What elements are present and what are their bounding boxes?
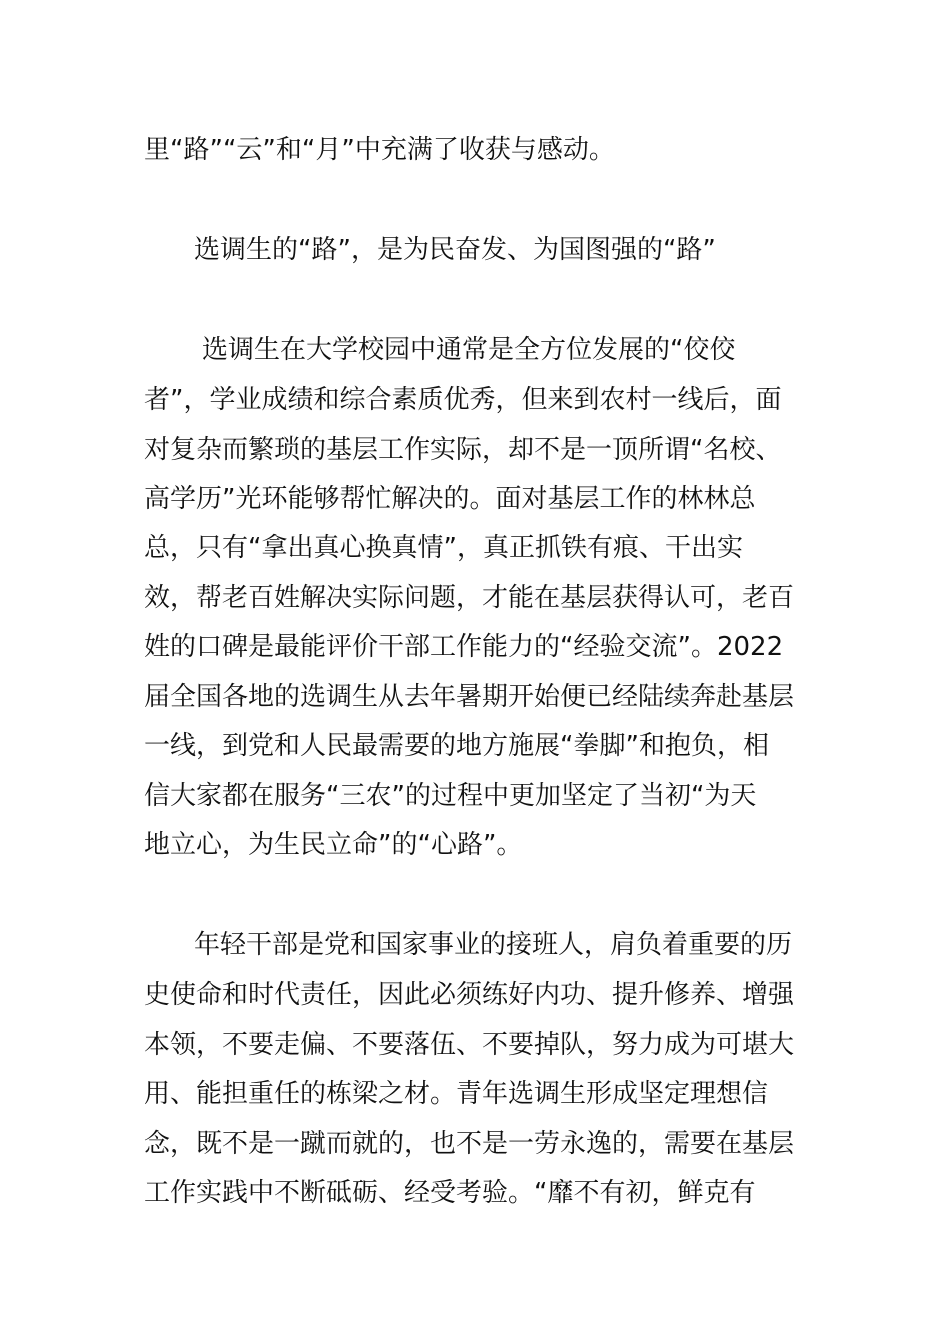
paragraph-line-text: 一线，到党和人民最需要的地方施展“拳脚”和抱负，相 [144,731,769,761]
paragraph-line-text: 史使命和时代责任，因此必须练好内功、提升修养、增强 [144,980,795,1010]
paragraph-line-text: 届全国各地的选调生从去年暑期开始便已经陆续奔赴基层 [144,682,795,712]
paragraph-line-text: 对复杂而繁琐的基层工作实际，却不是一顶所谓“名校、 [144,435,782,465]
paragraph-line-text: 地立心，为生民立命”的“心路”。 [144,830,523,860]
paragraph-line-text: 高学历”光环能够帮忙解决的。面对基层工作的林林总 [144,484,756,514]
paragraph-line-text: 者”，学业成绩和综合素质优秀，但来到农村一线后，面 [144,385,782,415]
intro-tail-text: 里“路”“云”和“月”中充满了收获与感动。 [144,135,615,165]
paragraph-line-text: 年轻干部是党和国家事业的接班人，肩负着重要的历 [194,930,793,960]
paragraph-line-text: 信大家都在服务“三农”的过程中更加坚定了当初“为天 [144,781,757,811]
paragraph-line-text: 选调生在大学校园中通常是全方位发展的“佼佼 [202,335,736,365]
paragraph-line-text: 工作实践中不断砥砺、经受考验。“靡不有初，鲜克有 [144,1178,756,1208]
paragraph-line-text: 用、能担重任的栋梁之材。青年选调生形成坚定理想信 [144,1079,769,1109]
paragraph-line-text: 念，既不是一蹴而就的，也不是一劳永逸的，需要在基层 [144,1129,795,1159]
paragraph-line-text: 总，只有“拿出真心换真情”，真正抓铁有痕、干出实 [144,533,743,563]
section-heading-text: 选调生的“路”，是为民奋发、为国图强的“路” [194,235,716,265]
paragraph-line-text: 本领，不要走偏、不要落伍、不要掉队，努力成为可堪大 [144,1030,795,1060]
paragraph-line-text: 效，帮老百姓解决实际问题，才能在基层获得认可，老百 [144,583,795,613]
paragraph-line-text: 姓的口碑是最能评价干部工作能力的“经验交流”。2022 [144,632,784,662]
